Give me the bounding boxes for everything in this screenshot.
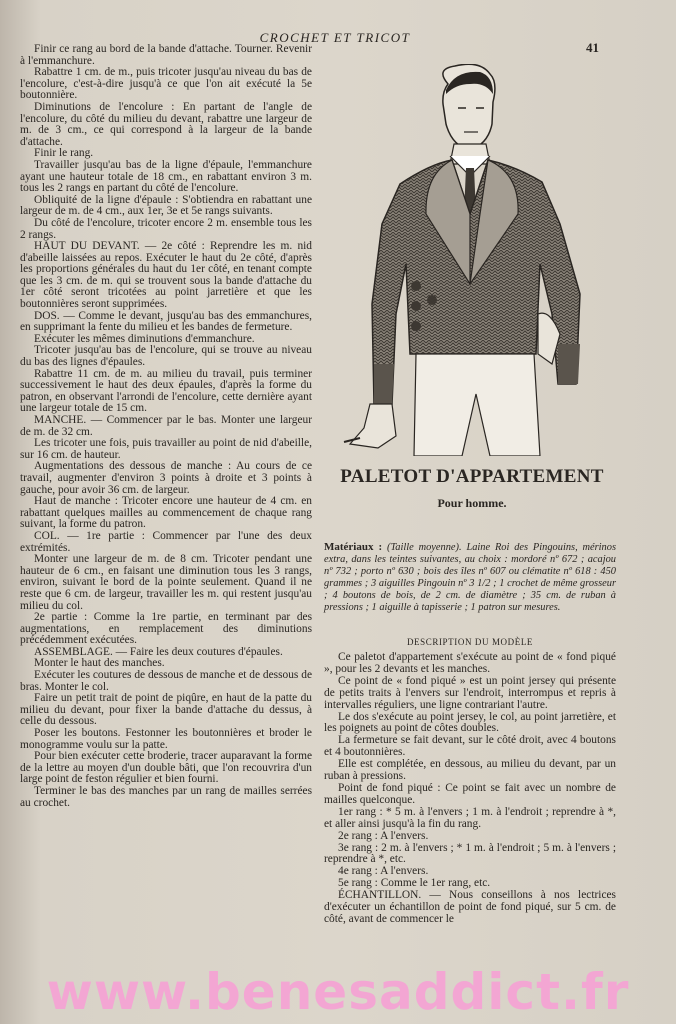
- paragraph: Le dos s'exécute au point jersey, le col, au point jarretière, et les poignets au point de côtes doubles.: [324, 710, 616, 735]
- paragraph: 3e rang : 2 m. à l'envers ; * 1 m. à l'endroit ; 5 m. à l'envers ; reprendre à *, etc.: [324, 841, 616, 866]
- paragraph: Terminer le bas des manches par un rang de mailles serrées au crochet.: [20, 785, 312, 809]
- paragraph: 2e partie : Comme la 1re partie, en terminant par des augmentations, en remplacement des diminutions précédemment exécutées.: [20, 611, 312, 647]
- paragraph: ASSEMBLAGE. — Faire les deux coutures d'épaules.: [34, 645, 283, 658]
- man-wearing-knitted-jacket-illustration: [330, 64, 620, 456]
- materials-label: Matériaux :: [324, 541, 383, 553]
- materials-text: (Taille moyenne). Laine Roi des Pingouins, mérinos extra, dans les teintes suivantes, au choix : mordoré nº 672 ; acajou nº 732 ; porto nº 630 ; bois des îles nº 607 ou clématite nº 618 : 450 grammes ; 3 aiguilles Pingouin nº 3 1/2 ; 1 crochet de même grosseur ; 4 boutons de bois, de 2 cm. de diamètre ; 35 cm. de ruban à pressions ; 1 aiguille à tapisserie ; 1 patron sur mesures.: [324, 542, 616, 613]
- materials-block: [324, 542, 616, 613]
- paragraph: Poser les boutons. Festonner les boutonnières et broder le monogramme voulu sur la patte.: [20, 727, 312, 751]
- paragraph: Rabattre 1 cm. de m., puis tricoter jusqu'au niveau du bas de l'encolure, c'est-à-dire jusqu'à ce que l'on ait exécuté la 5e boutonnière.: [20, 66, 312, 102]
- paragraph: Exécuter les mêmes diminutions d'emmanchure.: [34, 332, 255, 345]
- running-title: CROCHET ET TRICOT: [259, 30, 411, 45]
- paragraph: Ce point de « fond piqué » est un point jersey qui présente de petits traits à l'envers sur l'endroit, interrompus et repris à intervalles réguliers, une ligne contrariant l'autre.: [324, 674, 616, 711]
- paragraph: Du côté de l'encolure, tricoter encore 2 m. ensemble tous les 2 rangs.: [20, 216, 312, 241]
- paragraph: 1er rang : * 5 m. à l'envers ; 1 m. à l'endroit ; reprendre à *, et aller ainsi jusqu'à la fin du rang.: [324, 805, 616, 830]
- paragraph: 2e rang : A l'envers.: [338, 829, 429, 842]
- paragraph: Diminutions de l'encolure : En partant de l'angle de l'encolure, du côté du milieu du devant, rabattre une largeur de m. de 3 cm., ce qui correspond à la largeur de la bande d'attache.: [20, 100, 312, 148]
- paragraph: MANCHE. — Commencer par le bas. Monter une largeur de m. de 32 cm.: [20, 414, 312, 438]
- paragraph: Rabattre 11 cm. de m. au milieu du travail, puis terminer successivement le haut des deux épaules, d'après la forme du patron, en observant l'arrondi de l'encolure, cette dernière ayant une largeur totale de 15 cm.: [20, 367, 312, 415]
- paragraph: Ce paletot d'appartement s'exécute au point de « fond piqué », pour les 2 devants et les manches.: [324, 652, 616, 675]
- paragraph: Faire un petit trait de point de piqûre, en haut de la patte du milieu du devant, pour fixer la bande d'attache du dessus, à celle du dessous.: [20, 692, 312, 728]
- paragraph: Tricoter jusqu'au bas de l'encolure, qui se trouve au niveau du bas des lignes d'épaules.: [20, 344, 312, 369]
- paragraph: Point de fond piqué : Ce point se fait avec un nombre de mailles quelconque.: [324, 781, 616, 806]
- website-watermark: www.benesaddict.fr: [46, 963, 630, 1021]
- paragraph: 5e rang : Comme le 1er rang, etc.: [338, 877, 491, 890]
- paragraph: 4e rang : A l'envers.: [338, 865, 429, 878]
- article-subtitle: Pour homme.: [437, 496, 507, 510]
- left-text-column: [20, 44, 312, 964]
- paragraph: Finir ce rang au bord de la bande d'attache. Tourner. Revenir à l'emmanchure.: [20, 44, 312, 67]
- paragraph: Haut de manche : Tricoter encore une hauteur de 4 cm. en rabattant quelques mailles au commencement de chaque rang suivant, la forme du patron.: [20, 495, 312, 531]
- paragraph: COL. — 1re partie : Commencer par l'une des deux extrémités.: [20, 529, 312, 554]
- paragraph: Finir le rang.: [34, 147, 94, 160]
- section-title: DESCRIPTION DU MODÈLE: [406, 637, 534, 647]
- right-text-column: [324, 652, 616, 958]
- paragraph: ÉCHANTILLON. — Nous conseillons à nos lectrices d'exécuter un échantillon de point de fond piqué, sur 5 cm. de côté, avant de commencer le: [324, 889, 616, 925]
- paragraph: Monter le haut des manches.: [34, 657, 165, 670]
- paragraph: Elle est complétée, en dessous, au milieu du devant, par un ruban à pressions.: [324, 758, 616, 783]
- paragraph: Exécuter les coutures de dessous de manche et de dessous de bras. Monter le col.: [20, 669, 312, 693]
- paragraph: Obliquité de la ligne d'épaule : S'obtiendra en rabattant une largeur de m. de 4 cm., aux 1er, 3e et 5e rangs suivants.: [20, 193, 312, 218]
- paragraph: Monter une largeur de m. de 8 cm. Tricoter pendant une hauteur de 6 cm., en faisant une diminution tous les 3 rangs, environ, suivant le bord de la pointe seulement. Quand il ne reste que 6 cm. de largeur, travailler les m. qui restent jusqu'au milieu du col.: [20, 553, 312, 612]
- paragraph: Augmentations des dessous de manche : Au cours de ce travail, augmenter d'environ 3 points à droite et 3 points à gauche, pour avoir 36 cm. de largeur.: [20, 460, 312, 496]
- paragraph: Les tricoter une fois, puis travailler au point de nid d'abeille, sur 16 cm. de hauteur.: [20, 437, 312, 461]
- paragraph: DOS. — Comme le devant, jusqu'au bas des emmanchures, en supprimant la fente du milieu et les bandes de fermeture.: [20, 309, 312, 334]
- paragraph: La fermeture se fait devant, sur le côté droit, avec 4 boutons et 4 boutonnières.: [324, 734, 616, 759]
- article-title: PALETOT D'APPARTEMENT: [340, 466, 604, 487]
- page-number: 41: [586, 40, 599, 55]
- paragraph: Travailler jusqu'au bas de la ligne d'épaule, l'emmanchure ayant une hauteur totale de 18 cm., en rabattant environ 3 m. tous les 2 rangs en partant du côté de l'encolure.: [20, 158, 312, 195]
- paragraph: Pour bien exécuter cette broderie, tracer auparavant la forme de la lettre au moyen d'un double bâti, que l'on recouvrira d'un large point de feston régulier et bien fourni.: [20, 750, 312, 786]
- paragraph: HAUT DU DEVANT. — 2e côté : Reprendre les m. nid d'abeille laissées au repos. Exécuter le haut du 2e côté, d'après les proportions générales du haut du 1er côté, en tenant compte que les 3 cm. de m. qui se trouvent sous la bande d'attache du 1er côté seront tricotées au point jarretière et que les boutonnières seront supprimées.: [20, 240, 312, 311]
